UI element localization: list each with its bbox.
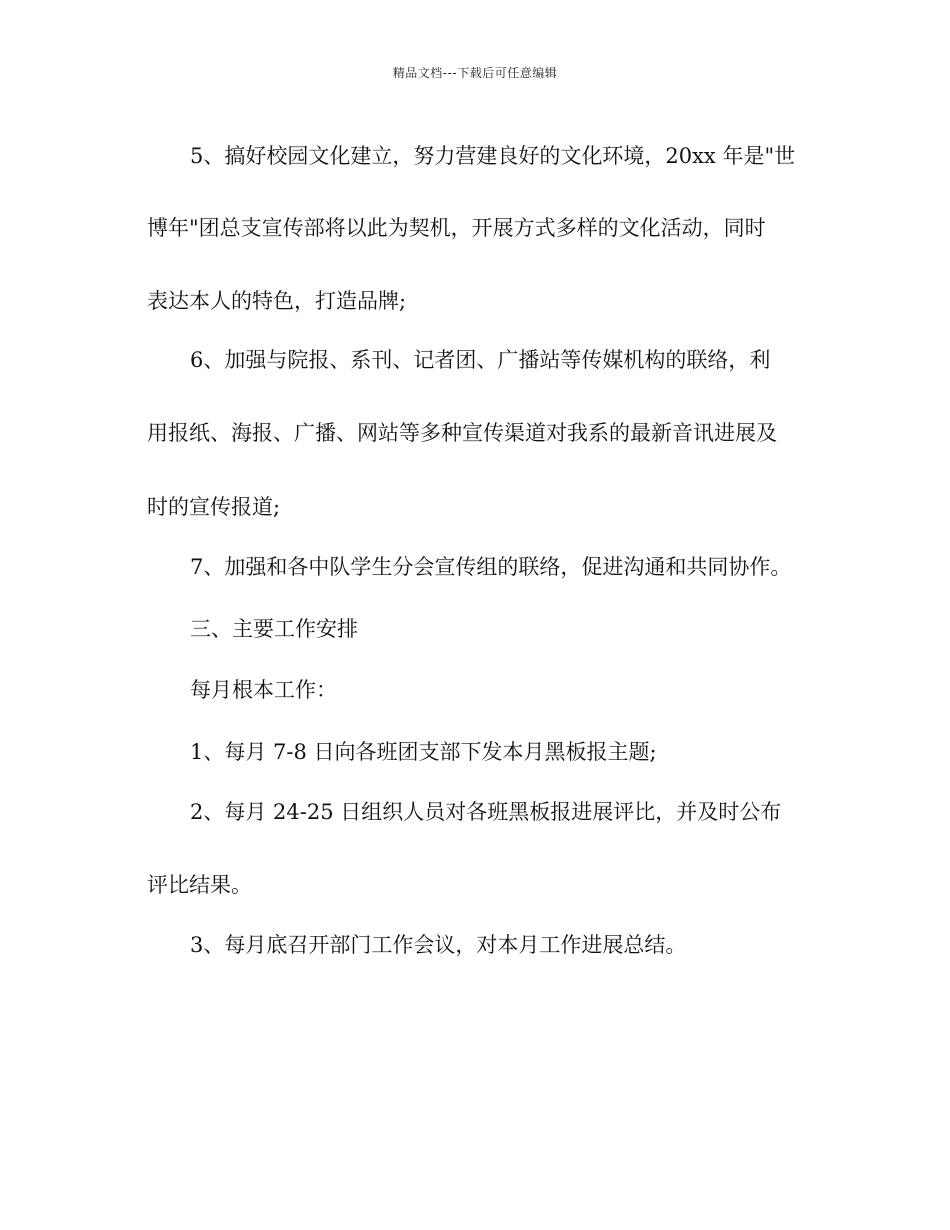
paragraph-line: 时的宣传报道; [147, 495, 281, 519]
paragraph-line: 博年"团总支宣传部将以此为契机，开展方式多样的文化活动，同时 [147, 216, 766, 240]
paragraph-line: 7、加强和各中队学生分会宣传组的联络，促进沟通和共同协作。 [190, 555, 792, 579]
paragraph-line: 每月根本工作： [190, 678, 337, 702]
paragraph-line: 表达本人的特色，打造品牌; [147, 289, 407, 313]
paragraph-line: 5、搞好校园文化建立，努力营建良好的文化环境，20xx 年是"世 [190, 144, 796, 168]
page-header: 精品文档---下载后可任意编辑 [392, 66, 558, 80]
paragraph-line: 评比结果。 [147, 873, 252, 897]
paragraph-line: 6、加强与院报、系刊、记者团、广播站等传媒机构的联络，利 [190, 348, 771, 372]
list-item: 2、每月 24-25 日组织人员对各班黑板报进展评比，并及时公布 [190, 800, 782, 824]
list-item: 3、每月底召开部门工作会议，对本月工作进展总结。 [190, 933, 687, 957]
paragraph-line: 用报纸、海报、广播、网站等多种宣传渠道对我系的最新音讯进展及 [147, 421, 777, 445]
list-item: 1、每月 7-8 日向各班团支部下发本月黑板报主题; [190, 740, 657, 764]
section-heading: 三、主要工作安排 [190, 617, 358, 641]
